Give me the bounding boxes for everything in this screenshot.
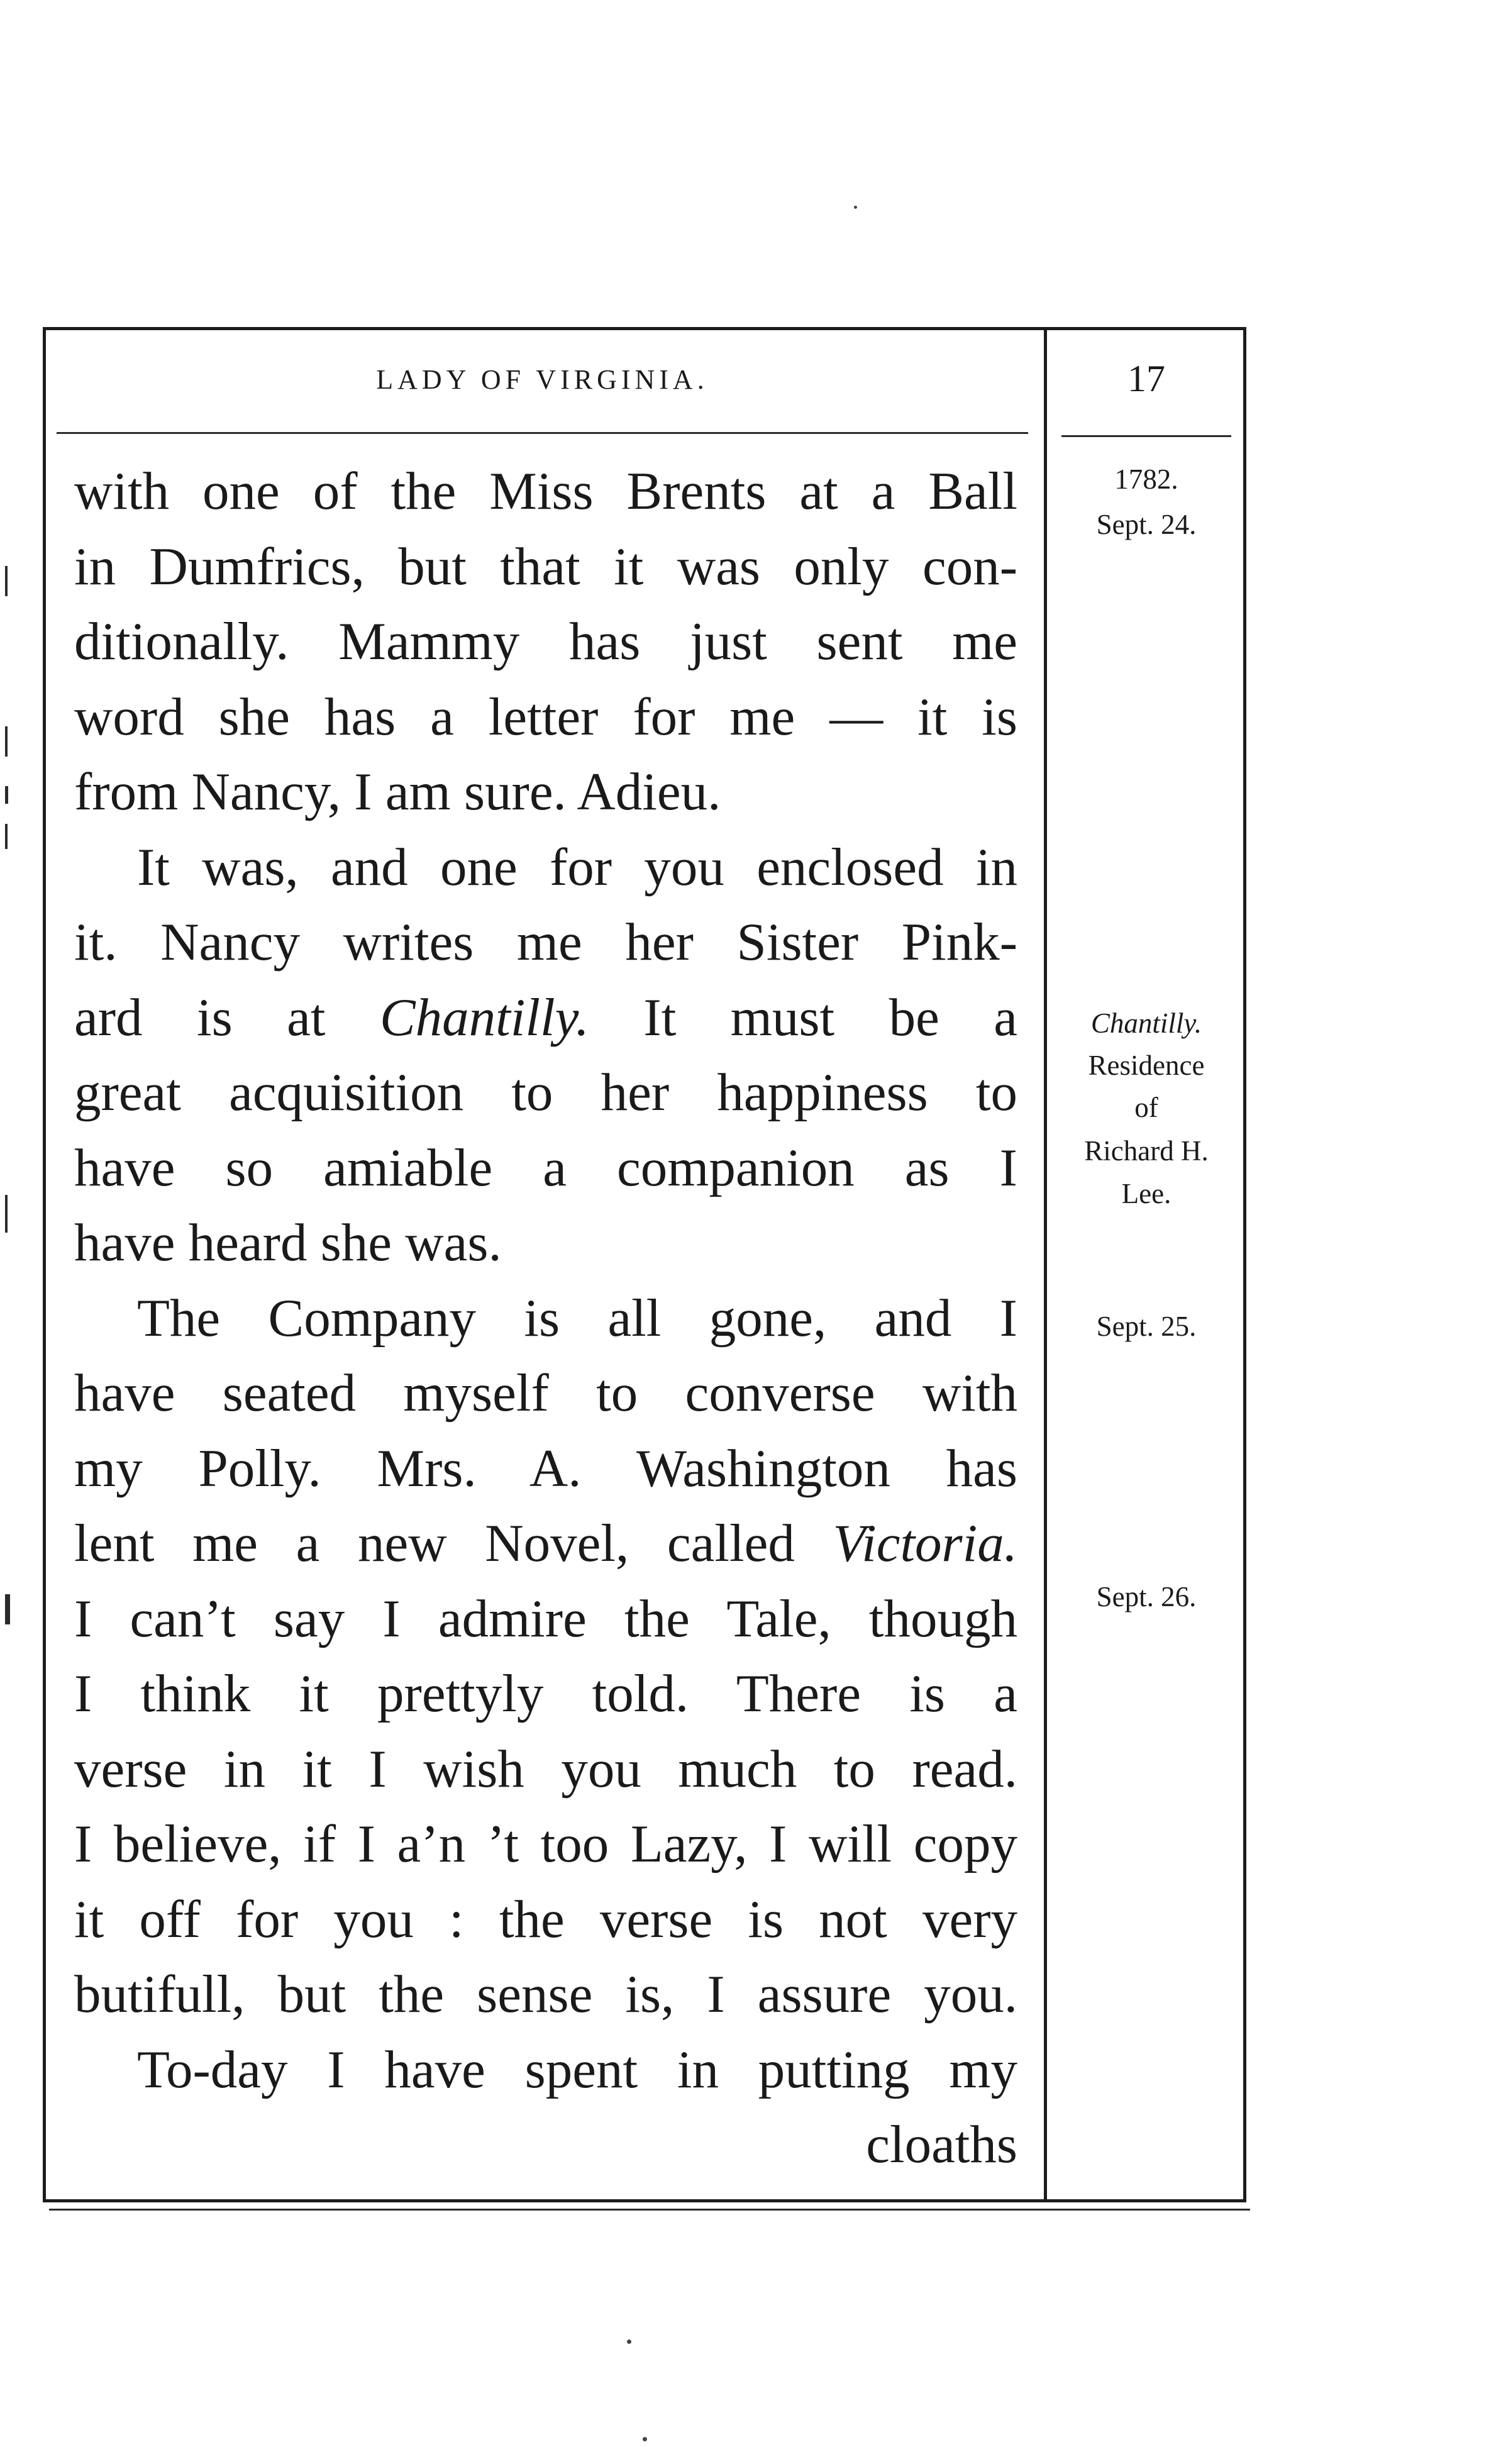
page-number: 17 bbox=[1127, 358, 1165, 399]
edge-mark bbox=[5, 1195, 8, 1233]
margin-year: 1782. bbox=[1114, 463, 1178, 495]
body-line: ditionally. Mammy has just sent me bbox=[74, 612, 1017, 671]
scan-speck bbox=[854, 206, 857, 209]
margin-date: Sept. 26. bbox=[1096, 1581, 1197, 1612]
body-line: it off for you : the verse is not very bbox=[74, 1889, 1017, 1949]
edge-mark bbox=[5, 786, 8, 804]
body-line: I can’t say I admire the Tale, though bbox=[74, 1589, 1017, 1648]
body-line: my Polly. Mrs. A. Washington has bbox=[74, 1438, 1017, 1498]
body-line-text: It must be a bbox=[589, 987, 1017, 1047]
body-line: have seated myself to converse with bbox=[74, 1363, 1017, 1423]
scan-speck bbox=[643, 2437, 647, 2441]
body-line: it. Nancy writes me her Sister Pink- bbox=[74, 913, 1017, 972]
margin-place-note: Richard H. bbox=[1084, 1135, 1209, 1167]
body-line: with one of the Miss Brents at a Ball bbox=[74, 462, 1017, 521]
body-text bbox=[74, 454, 1017, 2183]
header-rule bbox=[57, 432, 1028, 434]
body-line: The Company is all gone, and I bbox=[137, 1288, 1017, 1348]
body-line: It was, and one for you enclosed in bbox=[137, 837, 1017, 897]
running-head: LADY OF VIRGINIA. bbox=[376, 364, 709, 395]
italic-place-name: Chantilly. bbox=[379, 987, 589, 1047]
margin-date: Sept. 24. bbox=[1096, 509, 1197, 540]
body-line bbox=[74, 980, 1017, 1056]
body-line: word she has a letter for me — it is bbox=[74, 687, 1017, 746]
margin-place-name bbox=[1049, 1002, 1244, 1045]
body-line: butifull, but the sense is, I assure you. bbox=[74, 1965, 1017, 2024]
body-line: from Nancy, I am sure. Adieu. bbox=[74, 762, 721, 821]
margin-place-name-text: Chantilly. bbox=[1090, 1007, 1202, 1039]
catchword: cloaths bbox=[866, 2115, 1017, 2174]
italic-novel-title: Victoria. bbox=[833, 1514, 1017, 1573]
edge-mark bbox=[5, 726, 8, 757]
body-line: have so amiable a companion as I bbox=[74, 1138, 1017, 1197]
body-line: have heard she was. bbox=[74, 1213, 502, 1272]
edge-mark bbox=[5, 824, 8, 849]
edge-mark bbox=[5, 1594, 10, 1624]
margin-date: Sept. 25. bbox=[1096, 1311, 1197, 1342]
body-line: I believe, if I a’n ’t too Lazy, I will copy bbox=[74, 1814, 1017, 1873]
body-line-text: ard is at bbox=[74, 987, 380, 1047]
frame-bottom-rule bbox=[49, 2209, 1250, 2211]
body-line: great acquisition to her happiness to bbox=[74, 1063, 1017, 1122]
scan-speck bbox=[627, 2339, 631, 2344]
body-line: I think it prettyly told. There is a bbox=[74, 1664, 1017, 1723]
edge-mark bbox=[5, 566, 8, 596]
margin-place-note: Residence bbox=[1088, 1050, 1205, 1081]
body-line-text: lent me a new Novel, called bbox=[74, 1514, 833, 1573]
margin-place-note: Lee. bbox=[1121, 1178, 1171, 1209]
column-divider bbox=[1044, 327, 1047, 2202]
margin-place-note: of bbox=[1134, 1092, 1158, 1123]
body-line: To-day I have spent in putting my bbox=[137, 2039, 1017, 2099]
body-line: verse in it I wish you much to read. bbox=[74, 1739, 1017, 1799]
body-line: in Dumfrics, but that it was only con- bbox=[74, 536, 1017, 596]
margin-header-rule bbox=[1061, 435, 1231, 437]
body-line bbox=[74, 1506, 1017, 1582]
